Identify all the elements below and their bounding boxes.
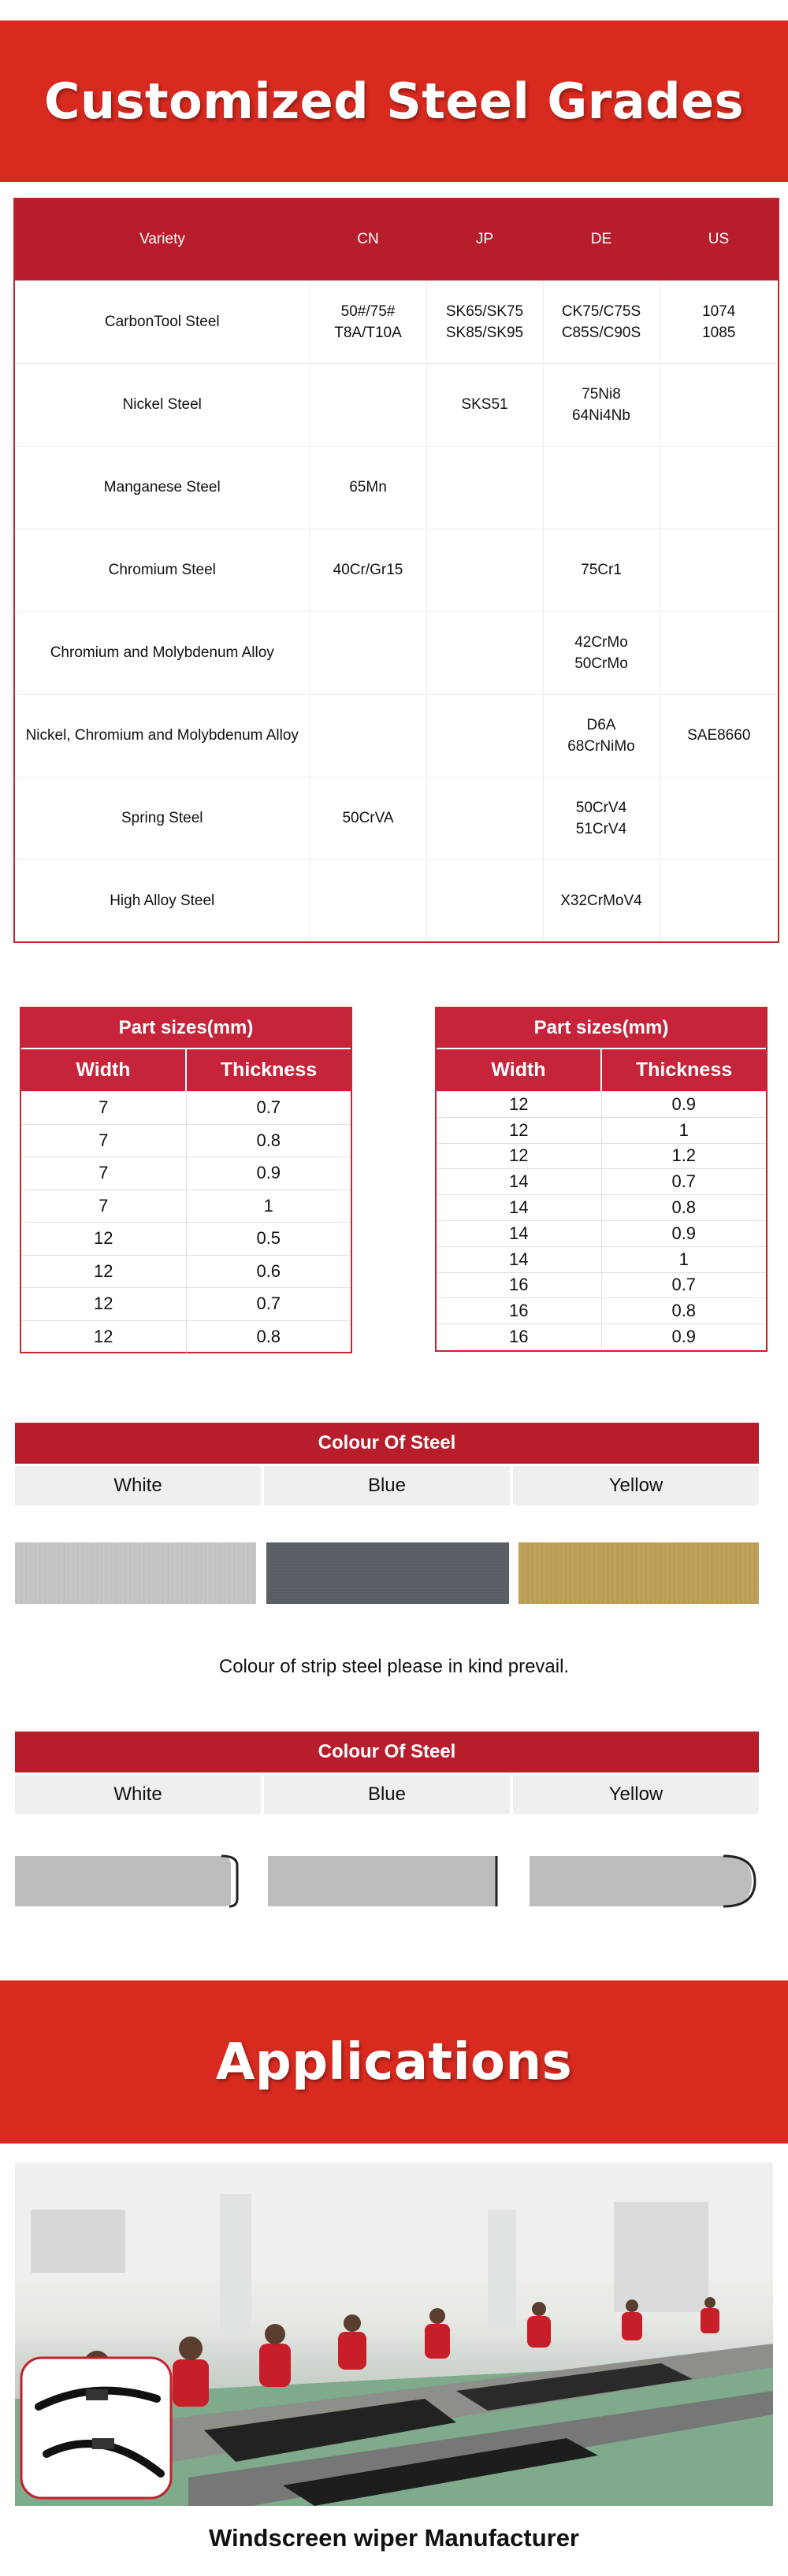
width-cell: 12 <box>21 1223 187 1255</box>
grade-cell: 50CrVA <box>310 777 426 859</box>
grade-cell <box>310 363 426 446</box>
grade-cell: 65Mn <box>310 446 426 529</box>
thickness-cell: 0.7 <box>671 1171 697 1192</box>
colour-note: Colour of strip steel please in kind prevail. <box>218 1656 570 1677</box>
part-sizes-caption: Part sizes(mm) <box>21 1008 351 1049</box>
width-cell: 14 <box>437 1195 602 1220</box>
table-row <box>437 1117 766 1143</box>
variety-cell: Nickel, Chromium and Molybdenum Alloy <box>14 694 310 777</box>
grade-cell: 42CrMo 50CrMo <box>543 611 660 694</box>
width-header: Width <box>21 1049 187 1091</box>
thickness-header: Thickness <box>635 1059 733 1081</box>
table-row <box>21 1156 351 1190</box>
table-row <box>21 1255 351 1288</box>
grade-cell <box>660 446 779 529</box>
table-row <box>21 1287 351 1320</box>
table-row <box>14 446 779 529</box>
table-row <box>437 1323 766 1349</box>
table-row <box>437 1168 766 1194</box>
grade-cell: X32CrMoV4 <box>543 859 660 942</box>
table-row <box>14 529 779 611</box>
colour-title: Colour Of Steel <box>15 1732 759 1772</box>
thickness-cell: 1 <box>678 1119 689 1140</box>
grade-cell <box>660 777 779 859</box>
width-cell: 14 <box>437 1221 602 1246</box>
grade-cell <box>426 777 543 859</box>
grade-cell: 50#/75# T8A/T10A <box>310 280 426 363</box>
variety-cell: CarbonTool Steel <box>14 280 310 363</box>
table-row <box>437 1220 766 1246</box>
grade-cell <box>426 529 543 611</box>
table-row <box>14 859 779 942</box>
thickness-cell: 1.2 <box>671 1145 697 1166</box>
square-edge-profile <box>15 1854 243 1908</box>
thickness-cell: 0.7 <box>256 1294 281 1314</box>
thickness-cell: 0.8 <box>671 1301 697 1321</box>
width-cell: 12 <box>21 1256 187 1288</box>
applications-banner <box>0 1980 788 2144</box>
grade-cell <box>660 859 779 942</box>
flat-edge-profile <box>266 1854 503 1908</box>
table-row <box>437 1091 766 1117</box>
grade-cell: SK65/SK75 SK85/SK95 <box>426 280 543 363</box>
table-row <box>14 777 779 859</box>
variety-cell: Chromium and Molybdenum Alloy <box>14 611 310 694</box>
applications-title: Applications <box>215 2032 573 2092</box>
white-steel-swatch <box>15 1542 256 1604</box>
grade-cell: CK75/C75S C85S/C90S <box>543 280 660 363</box>
width-cell: 12 <box>437 1118 602 1143</box>
table-row <box>437 1297 766 1323</box>
blue-steel-swatch <box>266 1542 509 1604</box>
colour-label-white: White <box>15 1775 261 1814</box>
grade-cell <box>310 859 426 942</box>
width-cell: 16 <box>437 1273 602 1298</box>
variety-cell: Nickel Steel <box>14 363 310 446</box>
width-header: Width <box>437 1049 602 1091</box>
part-sizes-caption: Part sizes(mm) <box>437 1008 766 1049</box>
width-cell: 7 <box>21 1190 187 1223</box>
thickness-cell: 0.8 <box>256 1326 281 1346</box>
width-cell: 16 <box>437 1298 602 1323</box>
thickness-cell: 0.9 <box>256 1163 281 1183</box>
colour-title: Colour Of Steel <box>15 1423 759 1464</box>
variety-cell: Spring Steel <box>14 777 310 859</box>
width-cell: 7 <box>21 1157 187 1190</box>
round-edge-profile <box>528 1854 758 1908</box>
grade-cell: SKS51 <box>426 363 543 446</box>
thickness-cell: 0.7 <box>256 1097 281 1118</box>
photo-caption: Windscreen wiper Manufacturer <box>209 2524 579 2552</box>
grades-header-cn: CN <box>310 199 426 280</box>
table-row <box>437 1246 766 1272</box>
grades-header-us: US <box>660 199 779 280</box>
width-cell: 7 <box>21 1125 187 1157</box>
grade-cell: SAE8660 <box>660 694 779 777</box>
thickness-cell: 0.6 <box>256 1260 281 1281</box>
width-cell: 14 <box>437 1247 602 1272</box>
top-banner <box>0 20 788 182</box>
width-cell: 12 <box>437 1144 602 1169</box>
width-cell: 7 <box>21 1092 187 1124</box>
table-row <box>437 1143 766 1169</box>
table-row <box>14 363 779 446</box>
grade-cell <box>426 446 543 529</box>
grades-header-de: DE <box>543 199 660 280</box>
page-title: Customized Steel Grades <box>43 72 745 130</box>
thickness-header: Thickness <box>220 1059 318 1081</box>
thickness-cell: 0.8 <box>671 1197 697 1218</box>
grade-cell <box>426 694 543 777</box>
table-row <box>21 1320 351 1353</box>
grade-cell <box>660 611 779 694</box>
table-row <box>21 1190 351 1223</box>
width-cell: 12 <box>437 1092 602 1117</box>
variety-cell: Chromium Steel <box>14 529 310 611</box>
thickness-cell: 1 <box>263 1195 273 1216</box>
grade-cell <box>426 859 543 942</box>
table-row <box>437 1272 766 1298</box>
colour-label-blue: Blue <box>264 1775 510 1814</box>
colour-of-steel-swatches <box>15 1423 759 1505</box>
table-row <box>21 1124 351 1157</box>
grade-cell: 75Ni8 64Ni4Nb <box>543 363 660 446</box>
factory-photo <box>15 2162 773 2506</box>
yellow-steel-swatch <box>519 1542 759 1604</box>
grade-cell <box>426 611 543 694</box>
width-cell: 16 <box>437 1324 602 1349</box>
width-cell: 12 <box>21 1321 187 1353</box>
width-cell: 14 <box>437 1169 602 1194</box>
grade-cell: D6A 68CrNiMo <box>543 694 660 777</box>
thickness-cell: 0.9 <box>671 1223 697 1243</box>
grade-cell <box>310 694 426 777</box>
part-sizes-table-left <box>20 1007 352 1353</box>
grade-cell: 1074 1085 <box>660 280 779 363</box>
thickness-cell: 0.9 <box>671 1327 697 1347</box>
table-row <box>21 1091 351 1124</box>
grade-cell: 75Cr1 <box>543 529 660 611</box>
colour-label-yellow: Yellow <box>513 1775 759 1814</box>
width-cell: 12 <box>21 1288 187 1320</box>
grade-cell <box>660 529 779 611</box>
grade-cell <box>310 611 426 694</box>
colour-label-blue: Blue <box>264 1466 510 1505</box>
grades-header-jp: JP <box>426 199 543 280</box>
grade-cell: 40Cr/Gr15 <box>310 529 426 611</box>
colour-label-white: White <box>15 1466 261 1505</box>
table-row <box>14 280 779 363</box>
part-sizes-table-right <box>435 1007 768 1352</box>
variety-cell: High Alloy Steel <box>14 859 310 942</box>
thickness-cell: 0.9 <box>671 1093 697 1114</box>
table-row <box>21 1222 351 1255</box>
table-row <box>437 1194 766 1220</box>
grade-cell <box>660 363 779 446</box>
colour-label-yellow: Yellow <box>513 1466 759 1505</box>
thickness-cell: 0.7 <box>671 1275 697 1295</box>
thickness-cell: 0.8 <box>256 1130 281 1150</box>
table-row <box>14 611 779 694</box>
grade-cell <box>543 446 660 529</box>
colour-of-steel-profiles <box>15 1732 759 1814</box>
grades-header-variety: Variety <box>14 199 310 280</box>
thickness-cell: 1 <box>678 1249 689 1269</box>
variety-cell: Manganese Steel <box>14 446 310 529</box>
thickness-cell: 0.5 <box>256 1228 281 1249</box>
table-row <box>14 694 779 777</box>
grade-cell: 50CrV4 51CrV4 <box>543 777 660 859</box>
steel-grades-table <box>13 198 779 943</box>
